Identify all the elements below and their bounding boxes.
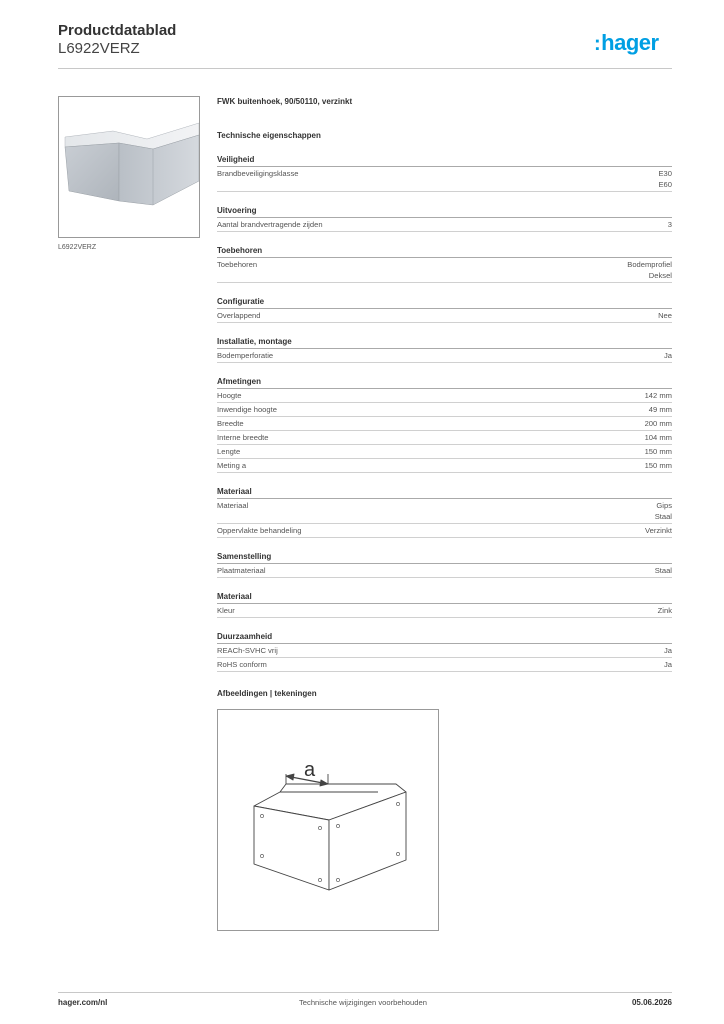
spec-value-line: 142 mm bbox=[644, 391, 672, 400]
spec-value-line: Ja bbox=[663, 646, 672, 655]
technical-drawing bbox=[217, 709, 439, 931]
header-divider bbox=[58, 68, 672, 69]
spec-label: Overlappend bbox=[217, 311, 261, 320]
spec-section bbox=[217, 374, 672, 473]
spec-row bbox=[217, 349, 672, 363]
spec-section bbox=[217, 629, 672, 672]
spec-value-line: Staal bbox=[654, 566, 672, 575]
spec-value bbox=[649, 404, 672, 415]
spec-row bbox=[217, 403, 672, 417]
spec-sections bbox=[217, 152, 672, 672]
spec-section-title: Materiaal bbox=[217, 589, 672, 604]
spec-label: Bodemperforatie bbox=[217, 351, 274, 360]
spec-section-title: Veiligheid bbox=[217, 152, 672, 167]
spec-row bbox=[217, 658, 672, 672]
spec-value bbox=[645, 446, 672, 457]
spec-value bbox=[655, 565, 672, 576]
product-photo-image bbox=[59, 97, 199, 237]
spec-value-line: Gips bbox=[656, 501, 672, 510]
spec-value-line: 104 mm bbox=[644, 433, 672, 442]
spec-row bbox=[217, 499, 672, 524]
spec-section bbox=[217, 589, 672, 618]
spec-section bbox=[217, 243, 672, 283]
spec-label: Hoogte bbox=[217, 391, 242, 400]
product-name: FWK buitenhoek, 90/50110, verzinkt bbox=[217, 97, 353, 106]
spec-value bbox=[655, 500, 672, 522]
spec-value-line: Deksel bbox=[648, 271, 672, 280]
product-code: L6922VERZ bbox=[58, 40, 140, 57]
spec-section-title: Duurzaamheid bbox=[217, 629, 672, 644]
page-title: Productdatablad bbox=[58, 22, 177, 39]
spec-value bbox=[668, 219, 672, 230]
spec-row bbox=[217, 218, 672, 232]
footer-website[interactable]: hager.com/nl bbox=[58, 998, 108, 1007]
spec-value bbox=[664, 645, 672, 656]
spec-section-title: Afmetingen bbox=[217, 374, 672, 389]
spec-value-line: Nee bbox=[658, 311, 672, 320]
spec-value bbox=[645, 390, 672, 401]
spec-label: Aantal brandvertragende zijden bbox=[217, 220, 323, 229]
dimension-label-a: a bbox=[304, 759, 316, 781]
spec-value-line: 150 mm bbox=[644, 461, 672, 470]
spec-section-title: Materiaal bbox=[217, 484, 672, 499]
spec-section-title: Uitvoering bbox=[217, 203, 672, 218]
spec-value bbox=[664, 659, 672, 670]
spec-section bbox=[217, 294, 672, 323]
spec-label: Meting a bbox=[217, 461, 247, 470]
footer-disclaimer: Technische wijzigingen voorbehouden bbox=[299, 998, 427, 1007]
footer-divider bbox=[58, 992, 672, 993]
spec-value bbox=[658, 168, 672, 190]
spec-label: Toebehoren bbox=[217, 260, 258, 269]
spec-row bbox=[217, 309, 672, 323]
spec-value bbox=[664, 350, 672, 361]
product-photo-caption: L6922VERZ bbox=[58, 244, 97, 251]
spec-value bbox=[645, 460, 672, 471]
drawings-heading: Afbeeldingen | tekeningen bbox=[217, 689, 317, 698]
spec-value-line: Verzinkt bbox=[644, 526, 672, 535]
spec-value-line: E30 bbox=[658, 169, 672, 178]
spec-label: Brandbeveiligingsklasse bbox=[217, 169, 299, 178]
spec-value bbox=[645, 432, 672, 443]
spec-value-line: Staal bbox=[654, 512, 672, 521]
spec-row bbox=[217, 564, 672, 578]
spec-value bbox=[658, 310, 672, 321]
spec-value bbox=[627, 259, 672, 281]
spec-label: RoHS conform bbox=[217, 660, 267, 669]
spec-section bbox=[217, 484, 672, 538]
spec-label: Inwendige hoogte bbox=[217, 405, 277, 414]
spec-row bbox=[217, 644, 672, 658]
spec-label: Kleur bbox=[217, 606, 235, 615]
spec-row bbox=[217, 389, 672, 403]
spec-row bbox=[217, 445, 672, 459]
spec-value-line: 200 mm bbox=[644, 419, 672, 428]
spec-section bbox=[217, 549, 672, 578]
product-photo bbox=[58, 96, 200, 238]
technical-properties-heading: Technische eigenschappen bbox=[217, 131, 321, 140]
spec-value-line: E60 bbox=[658, 180, 672, 189]
spec-value-line: 150 mm bbox=[644, 447, 672, 456]
spec-value-line: Ja bbox=[663, 660, 672, 669]
spec-value bbox=[645, 525, 672, 536]
spec-row bbox=[217, 604, 672, 618]
spec-row bbox=[217, 459, 672, 473]
spec-section bbox=[217, 152, 672, 192]
spec-value-line: Ja bbox=[663, 351, 672, 360]
spec-row bbox=[217, 167, 672, 192]
spec-value-line: 49 mm bbox=[648, 405, 672, 414]
spec-section-title: Toebehoren bbox=[217, 243, 672, 258]
spec-label: Breedte bbox=[217, 419, 244, 428]
footer-date: 05.06.2026 bbox=[631, 998, 672, 1007]
spec-label: Lengte bbox=[217, 447, 241, 456]
spec-panel bbox=[217, 96, 672, 683]
spec-row bbox=[217, 431, 672, 445]
spec-label: Oppervlakte behandeling bbox=[217, 526, 302, 535]
spec-value bbox=[658, 605, 672, 616]
spec-row bbox=[217, 417, 672, 431]
spec-value-line: Bodemprofiel bbox=[627, 260, 672, 269]
spec-section-title: Configuratie bbox=[217, 294, 672, 309]
spec-section bbox=[217, 334, 672, 363]
spec-section bbox=[217, 203, 672, 232]
spec-value bbox=[645, 418, 672, 429]
spec-label: Interne breedte bbox=[217, 433, 269, 442]
spec-value-line: 3 bbox=[667, 220, 672, 229]
spec-section-title: Installatie, montage bbox=[217, 334, 672, 349]
spec-label: REACh-SVHC vrij bbox=[217, 646, 278, 655]
technical-drawing-image bbox=[218, 710, 438, 930]
spec-value-line: Zink bbox=[657, 606, 672, 615]
spec-label: Plaatmateriaal bbox=[217, 566, 266, 575]
hager-logo: :hager bbox=[594, 30, 659, 55]
spec-row bbox=[217, 258, 672, 283]
spec-label: Materiaal bbox=[217, 501, 249, 510]
spec-section-title: Samenstelling bbox=[217, 549, 672, 564]
spec-row bbox=[217, 524, 672, 538]
